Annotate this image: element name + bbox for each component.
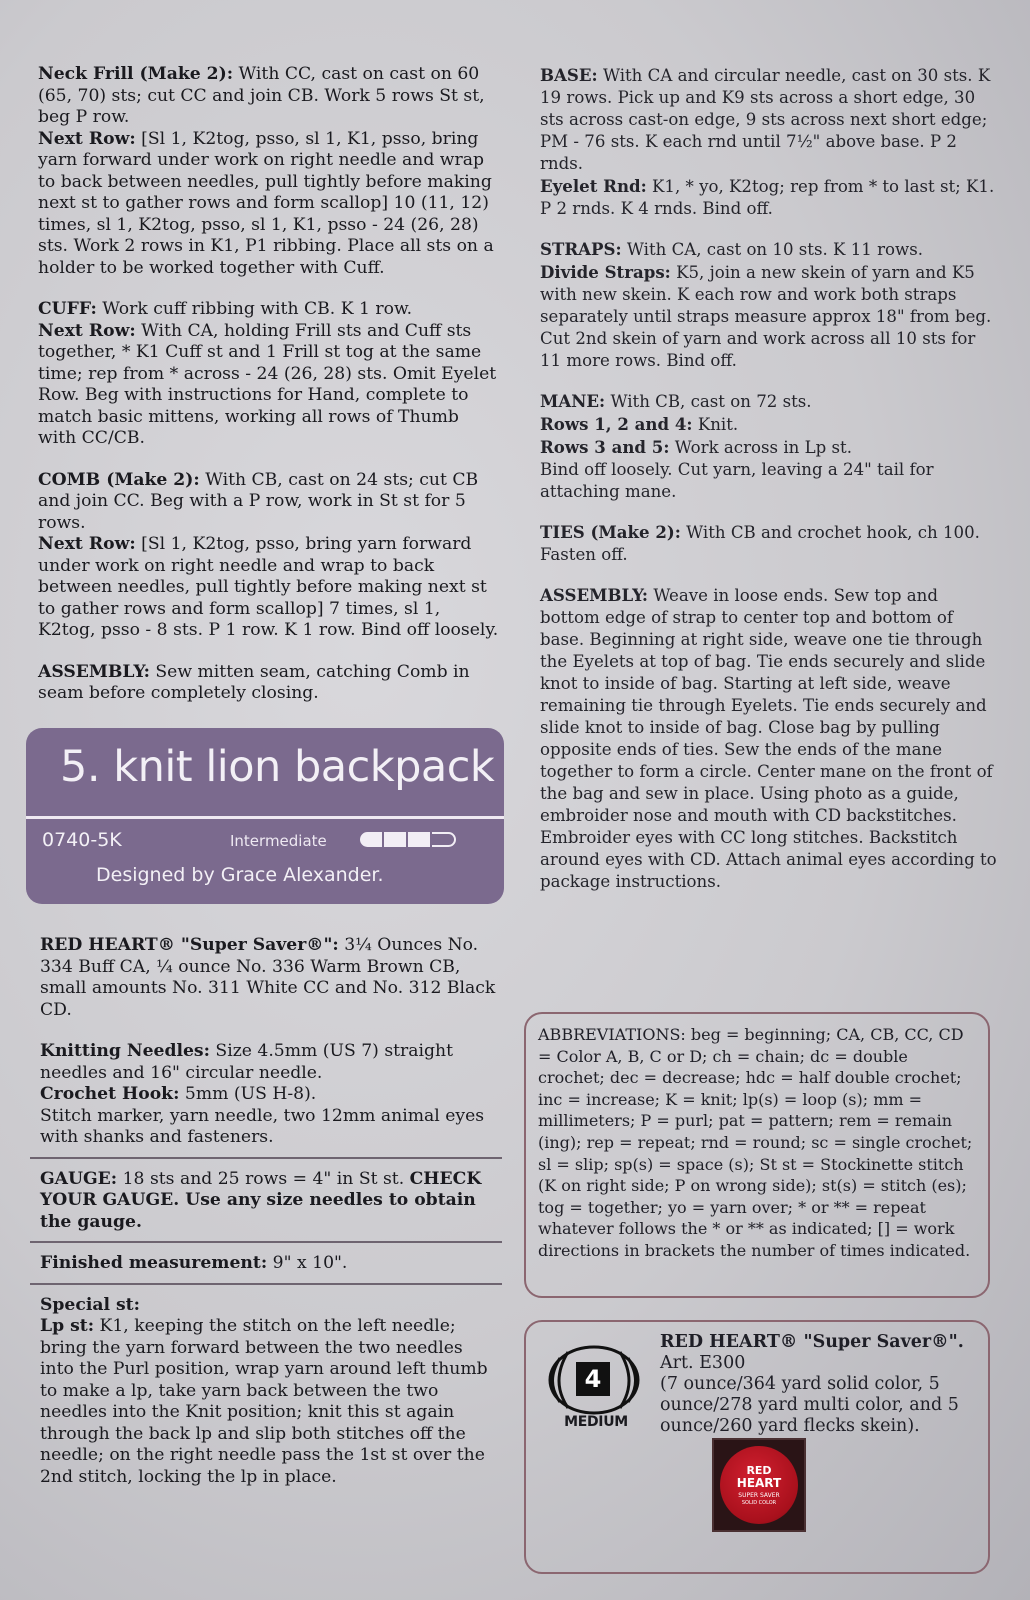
skill-level-label: Intermediate [230, 832, 327, 850]
banner-divider [26, 816, 504, 819]
eyelet-text: K1, * yo, K2tog; rep from * to last st; K1. P 2 rnds. K 4 rnds. Bind off. [540, 177, 995, 218]
mitten-assembly-section [38, 662, 500, 705]
logo-text-heart: HEART [736, 1476, 782, 1490]
mane-rows1-label: Rows 1, 2 and 4: [540, 414, 693, 434]
logo-text-super-saver: SUPER SAVER [738, 1492, 780, 1499]
abbreviations-box [524, 1012, 990, 1298]
needles-text: Size 4.5mm (US 7) straight needles and 16" circular needle. [40, 1041, 453, 1083]
mitten-assembly-heading: ASSEMBLY: [38, 661, 150, 682]
needles-label: Knitting Needles: [40, 1041, 210, 1061]
yarn-text: 3¼ Ounces No. 334 Buff CA, ¼ ounce No. 336 Warm Brown CB, small amounts No. 311 White CC and No. 312 Black CD. [40, 935, 496, 1020]
designer-credit: Designed by Grace Alexander. [96, 864, 384, 886]
comb-heading: COMB (Make 2): [38, 469, 200, 490]
mane-rows3-label: Rows 3 and 5: [540, 437, 670, 457]
cuff-next-row-text: With CA, holding Frill sts and Cuff sts together, * K1 Cuff st and 1 Frill st tog at the same time; rep from * across - 24 (26, 28) sts. Omit Eyelet Row. Beg with instructions for Hand, complete to match basic mittens, working all rows of Thumb with CC/CB. [38, 320, 497, 448]
yarn-art-number: Art. E300 [660, 1353, 746, 1373]
ties-heading: TIES (Make 2): [540, 522, 681, 542]
project-banner [26, 728, 504, 904]
base-section [540, 64, 1000, 220]
straps-text: With CA, cast on 10 sts. K 11 rows. [621, 240, 924, 259]
yarn-weight-symbol [546, 1344, 642, 1434]
bag-assembly-text: Weave in loose ends. Sew top and bottom edge of strap to center top and bottom of base. Beginning at right side, weave one tie through the Eyelets at top of bag. Tie ends securely and slide knot to inside of bag. Starting at left side, weave remaining tie through Eyelets. Tie ends securely and slide knot to inside of bag. Close bag by pulling opposite ends of ties. Sew the ends of the mane together to form a circle. Center mane on the front of the bag and sew in place. Using photo as a guide, embroider nose and mouth with CD backstitches. Embroider eyes with CC long stitches. Backstitch around eyes with CD. Attach animal eyes according to package instructions. [540, 586, 997, 891]
divider [30, 1283, 502, 1285]
neck-frill-heading: Neck Frill (Make 2): [38, 64, 234, 84]
yarn-weight-label: MEDIUM [564, 1414, 628, 1430]
straps-section [540, 238, 1000, 372]
yarn-details: (7 ounce/364 yard solid color, 5 ounce/278 yard multi color, and 5 ounce/260 yard flecks skein). [660, 1374, 959, 1436]
base-text: With CA and circular needle, cast on 30 sts. K 19 rows. Pick up and K9 sts across a short edge, 30 sts across cast-on edge, 9 sts across next short edge; PM - 76 sts. K each rnd until 7½" above base. P 2 rnds. [540, 66, 991, 173]
lp-stitch-text: K1, keeping the stitch on the left needle; bring the yarn forward between the two needles into the Purl position, wrap yarn around left thumb to make a lp, take yarn back between the two needles into the Knit position; knit this st again through the back lp and slip both stitches off the needle; on the right needle pass the 1st st over the 2nd stitch, locking the lp in place. [40, 1316, 488, 1487]
cuff-heading: CUFF: [38, 299, 97, 319]
comb-section [38, 470, 500, 642]
mane-rows3-text: Work across in Lp st. [669, 438, 852, 457]
skill-level-meter-icon [360, 832, 458, 847]
right-column [540, 64, 1000, 911]
neck-frill-next-row-label: Next Row: [38, 128, 136, 149]
divider [30, 1157, 502, 1159]
divide-straps-text: K5, join a new skein of yarn and K5 with new skein. K each row and work both straps separately until straps measure approx 18" from beg. Cut 2nd skein of yarn and work across all 10 sts for 11 more rows. Bind off. [540, 263, 992, 370]
finished-text: 9" x 10". [267, 1253, 348, 1273]
hook-label: Crochet Hook: [40, 1084, 180, 1104]
bag-assembly-heading: ASSEMBLY: [540, 585, 649, 605]
mane-text: With CB, cast on 72 sts. [605, 392, 812, 411]
special-stitch-label: Special st: [40, 1294, 140, 1315]
mane-tail-text: Bind off loosely. Cut yarn, leaving a 24" tail for attaching mane. [540, 460, 934, 501]
mitten-assembly-text: Sew mitten seam, catching Comb in seam before completely closing. [38, 661, 470, 703]
cuff-text: Work cuff ribbing with CB. K 1 row. [96, 299, 413, 319]
yarn-brand: RED HEART® "Super Saver®". [660, 1332, 964, 1352]
gauge-check: CHECK YOUR GAUGE. Use any size needles to obtain the gauge. [40, 1168, 482, 1232]
neck-frill-section [38, 64, 500, 279]
yarn-description [660, 1332, 990, 1437]
yarn-info-box [524, 1320, 990, 1574]
mane-section [540, 390, 1000, 503]
cuff-next-row-label: Next Row: [38, 320, 136, 341]
skill-bar-filled [360, 832, 382, 847]
left-column [38, 64, 500, 725]
skill-bar-empty [432, 832, 456, 847]
logo-text-solid-color: SOLID COLOR [741, 1500, 777, 1506]
skill-bar-filled [384, 832, 406, 847]
straps-heading: STRAPS: [540, 239, 622, 259]
logo-text-red: RED [746, 1464, 772, 1477]
ties-text: With CB and crochet hook, ch 100. Fasten off. [540, 523, 980, 564]
bag-assembly-section [540, 584, 1000, 893]
comb-next-row-label: Next Row: [38, 534, 136, 554]
ties-section [540, 521, 1000, 566]
neck-frill-next-row-text: [Sl 1, K2tog, psso, sl 1, K1, psso, bring yarn forward under work on right needle and wrap to back between needles, pull tightly before making next st to gather rows and form scallop] 10 (11, 12) times, sl 1, K2tog, psso, sl 1, K1, psso - 24 (26, 28) sts. Work 2 rows in K1, P1 ribbing. Place all sts on a holder to be worked together with Cuff. [38, 128, 494, 278]
base-heading: BASE: [540, 65, 598, 85]
yarn-label: RED HEART® "Super Saver®": [40, 935, 339, 955]
neck-frill-text: With CC, cast on cast on 60 (65, 70) sts; cut CC and join CB. Work 5 rows St st, beg P row. [38, 64, 485, 127]
skill-bar-filled [408, 832, 430, 847]
yarn-weight-number: 4 [576, 1362, 610, 1396]
finished-label: Finished measurement: [40, 1253, 268, 1273]
eyelet-label: Eyelet Rnd: [540, 176, 647, 196]
hook-text: 5mm (US H-8). [179, 1084, 317, 1104]
gauge-label: GAUGE: [40, 1168, 118, 1189]
project-code: 0740-5K [42, 829, 122, 851]
lp-stitch-label: Lp st: [40, 1316, 95, 1336]
divide-straps-label: Divide Straps: [540, 262, 671, 282]
red-heart-logo [712, 1438, 806, 1532]
mane-rows1-text: Knit. [692, 415, 739, 434]
project-title: 5. knit lion backpack [60, 742, 495, 792]
cuff-section [38, 299, 500, 450]
comb-next-row-text: [Sl 1, K2tog, psso, bring yarn forward under work on right needle and wrap to back between needles, pull tightly before making next st to gather rows and form scallop] 7 times, sl 1, K2tog, psso - 8 sts. P 1 row. K 1 row. Bind off loosely. [38, 534, 499, 640]
mane-heading: MANE: [540, 391, 606, 411]
abbreviations-text: ABBREVIATIONS: beg = beginning; CA, CB, CC, CD = Color A, B, C or D; ch = chain; dc = double crochet; dec = decrease; hdc = half double crochet; inc = increase; K = knit; lp(s) = loop (s); mm = millimeters; P = purl; pat = pattern; rem = remain (ing); rep = repeat; rnd = round; sc = single crochet; sl = slip; sp(s) = space (s); St st = Stockinette stitch (K on right side; P on wrong side); st(s) = stitch (es); tog = together; yo = yarn over; * or ** = repeat whatever follows the * or ** as indicated; [] = work directions in brackets the number of times indicated. [538, 1025, 973, 1260]
gauge-text: 18 sts and 25 rows = 4" in St st. [117, 1168, 410, 1189]
divider [30, 1241, 502, 1243]
notions-text: Stitch marker, yarn needle, two 12mm animal eyes with shanks and fasteners. [40, 1105, 485, 1147]
materials-section [40, 935, 496, 1488]
comb-text: With CB, cast on 24 sts; cut CB and join CC. Beg with a P row, work in St st for 5 rows. [38, 469, 479, 533]
